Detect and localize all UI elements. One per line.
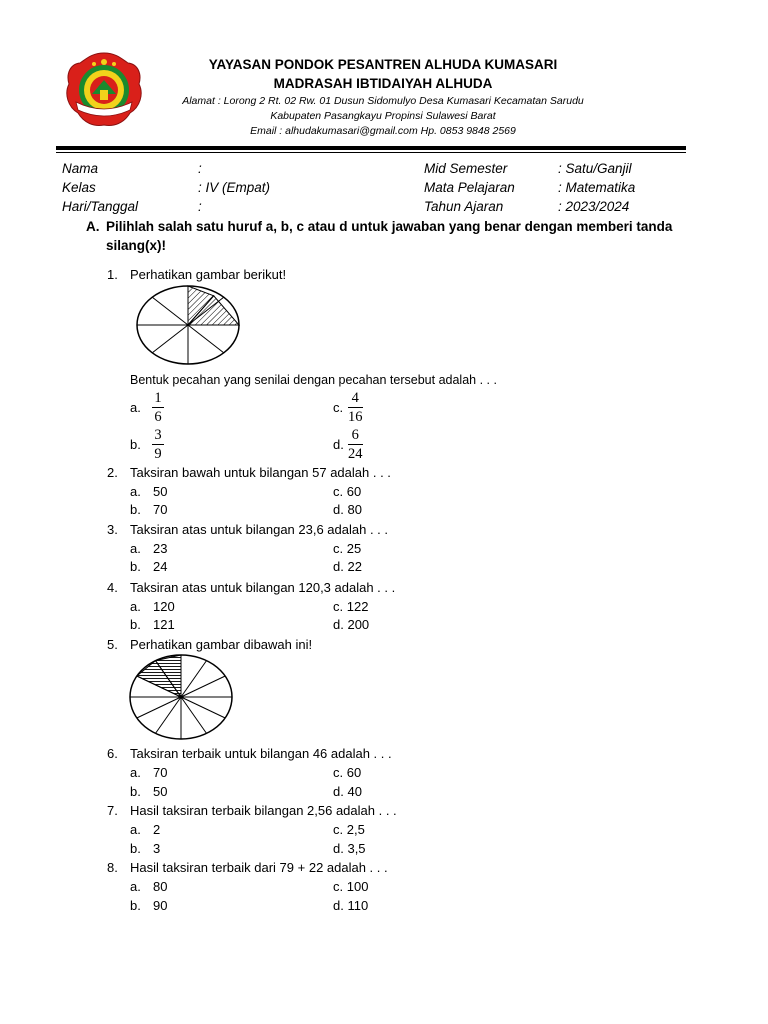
header-divider: [56, 146, 686, 150]
option-value: 70: [153, 765, 168, 780]
school-region: Kabupaten Pasangkayu Propinsi Sulawesi Barat: [270, 110, 496, 122]
question-text: Taksiran bawah untuk bilangan 57 adalah . . .: [130, 465, 391, 480]
option-label: c.: [333, 484, 344, 499]
option-label: b.: [130, 437, 141, 452]
denominator: 24: [348, 446, 363, 462]
option-a[interactable]: [130, 822, 161, 837]
option-a[interactable]: [130, 765, 168, 780]
fraction-bar: [152, 444, 164, 445]
year-label: Tahun Ajaran: [424, 199, 504, 214]
option-value: 40: [347, 784, 362, 799]
name-field[interactable]: :: [198, 161, 202, 176]
option-label: b.: [130, 502, 141, 517]
question-text: Taksiran atas untuk bilangan 23,6 adalah . . .: [130, 522, 389, 537]
option-label: c.: [333, 599, 344, 614]
question-number: 7.: [107, 803, 118, 818]
option-c[interactable]: [333, 822, 365, 837]
option-value: 22: [347, 559, 362, 574]
question-text: Perhatikan gambar dibawah ini!: [130, 637, 313, 652]
option-b[interactable]: [130, 784, 168, 799]
option-value: 200: [347, 617, 370, 632]
option-value: 25: [346, 541, 362, 556]
option-label: a.: [130, 879, 141, 894]
denominator: 16: [348, 409, 363, 425]
option-label: d.: [333, 502, 344, 517]
question-text: Taksiran atas untuk bilangan 120,3 adalah . . .: [130, 580, 396, 595]
option-value: 2: [153, 822, 161, 837]
option-label: a.: [130, 484, 141, 499]
option-c[interactable]: [333, 599, 368, 614]
option-b[interactable]: [130, 841, 161, 856]
option-label: d.: [333, 898, 344, 913]
numerator: 4: [351, 390, 359, 406]
option-b[interactable]: [130, 502, 168, 517]
denominator: 9: [154, 446, 162, 462]
question-number: 1.: [107, 267, 118, 282]
option-label: d.: [333, 617, 344, 632]
option-value: 120: [153, 599, 175, 614]
numerator: 3: [154, 427, 162, 443]
name-label: Nama: [62, 161, 99, 176]
option-value: 3,5: [347, 841, 366, 856]
numerator: 1: [154, 390, 162, 406]
option-value: 24: [153, 559, 168, 574]
semester-label: Mid Semester: [424, 161, 508, 176]
question-text: Hasil taksiran terbaik bilangan 2,56 adalah . . .: [130, 803, 397, 818]
fraction-bar: [348, 407, 363, 408]
option-label: b.: [130, 559, 141, 574]
question-text: Taksiran terbaik untuk bilangan 46 adalah . . .: [130, 746, 392, 761]
option-b[interactable]: [130, 898, 168, 913]
question-number: 3.: [107, 522, 118, 537]
option-c[interactable]: [333, 484, 361, 499]
option-c-fraction[interactable]: [348, 390, 363, 425]
section-a-instruction: [86, 217, 686, 255]
option-a-fraction[interactable]: [152, 390, 164, 425]
school-logo-icon: [64, 50, 144, 130]
option-value: 80: [347, 502, 362, 517]
option-value: 60: [346, 484, 362, 499]
option-value: 100: [346, 879, 369, 894]
school-name: MADRASAH IBTIDAIYAH ALHUDA: [273, 76, 493, 91]
option-c[interactable]: [333, 765, 361, 780]
option-label: b.: [130, 898, 141, 913]
option-label: c.: [333, 765, 344, 780]
school-address: Alamat : Lorong 2 Rt. 02 Rw. 01 Dusun Sidomulyo Desa Kumasari Kecamatan Sarudu: [182, 95, 584, 107]
fraction-circle-twelfths: [127, 653, 235, 741]
option-value: 90: [153, 898, 168, 913]
section-text: Pilihlah salah satu huruf a, b, c atau d untuk jawaban yang benar dengan memberi tanda silang(x)!: [106, 219, 673, 253]
option-value: 60: [346, 765, 362, 780]
option-d[interactable]: [333, 617, 369, 632]
numerator: 6: [351, 427, 359, 443]
option-label: a.: [130, 400, 141, 415]
option-d[interactable]: [333, 898, 368, 913]
option-value: 50: [153, 784, 168, 799]
option-label: c.: [333, 879, 344, 894]
option-label: d.: [333, 841, 344, 856]
option-label: c.: [333, 541, 344, 556]
option-b-fraction[interactable]: [152, 427, 164, 462]
class-label: Kelas: [62, 180, 96, 195]
class-value: : IV (Empat): [198, 180, 271, 195]
option-b[interactable]: [130, 617, 175, 632]
question-text: Perhatikan gambar berikut!: [130, 267, 287, 282]
foundation-name: YAYASAN PONDOK PESANTREN ALHUDA KUMASARI: [208, 57, 558, 72]
option-label: d.: [333, 437, 344, 452]
option-label: a.: [130, 599, 141, 614]
question-1-prompt: Bentuk pecahan yang senilai dengan pecahan tersebut adalah . . .: [130, 373, 497, 387]
option-d[interactable]: [333, 559, 362, 574]
year-value: : 2023/2024: [558, 199, 630, 214]
subject-value: : Matematika: [558, 180, 636, 195]
question-number: 4.: [107, 580, 118, 595]
option-a[interactable]: [130, 599, 175, 614]
option-a[interactable]: [130, 541, 168, 556]
option-label: c.: [333, 822, 344, 837]
option-c[interactable]: [333, 879, 368, 894]
option-b[interactable]: [130, 559, 168, 574]
option-label: c.: [333, 400, 344, 415]
fraction-bar: [152, 407, 164, 408]
option-value: 122: [346, 599, 369, 614]
option-label: a.: [130, 822, 141, 837]
option-value: 23: [153, 541, 168, 556]
question-number: 2.: [107, 465, 118, 480]
option-label: b.: [130, 617, 141, 632]
option-label: b.: [130, 841, 141, 856]
option-d[interactable]: [333, 841, 366, 856]
question-text: Hasil taksiran terbaik dari 79 + 22 adalah . . .: [130, 860, 388, 875]
option-value: 110: [347, 898, 369, 913]
date-label: Hari/Tanggal: [62, 199, 139, 214]
question-number: 8.: [107, 860, 118, 875]
denominator: 6: [154, 409, 162, 425]
option-label: d.: [333, 784, 344, 799]
subject-label: Mata Pelajaran: [424, 180, 515, 195]
option-label: b.: [130, 784, 141, 799]
option-value: 70: [153, 502, 168, 517]
option-label: d.: [333, 559, 344, 574]
option-value: 50: [153, 484, 168, 499]
question-number: 5.: [107, 637, 118, 652]
option-d[interactable]: [333, 502, 362, 517]
option-value: 121: [153, 617, 175, 632]
semester-value: : Satu/Ganjil: [558, 161, 632, 176]
option-d-fraction[interactable]: [348, 427, 363, 462]
option-a[interactable]: [130, 879, 168, 894]
option-label: a.: [130, 765, 141, 780]
option-a[interactable]: [130, 484, 168, 499]
option-label: a.: [130, 541, 141, 556]
fraction-circle-eighths: [134, 284, 242, 366]
option-value: 3: [153, 841, 161, 856]
option-c[interactable]: [333, 541, 361, 556]
option-d[interactable]: [333, 784, 362, 799]
fraction-bar: [348, 444, 363, 445]
header-divider-thin: [56, 152, 686, 153]
option-value: 80: [153, 879, 168, 894]
question-number: 6.: [107, 746, 118, 761]
section-letter: A.: [86, 219, 100, 234]
date-field[interactable]: :: [198, 199, 202, 214]
option-value: 2,5: [346, 822, 365, 837]
school-contact: Email : alhudakumasari@gmail.com Hp. 0853 9848 2569: [250, 125, 516, 137]
